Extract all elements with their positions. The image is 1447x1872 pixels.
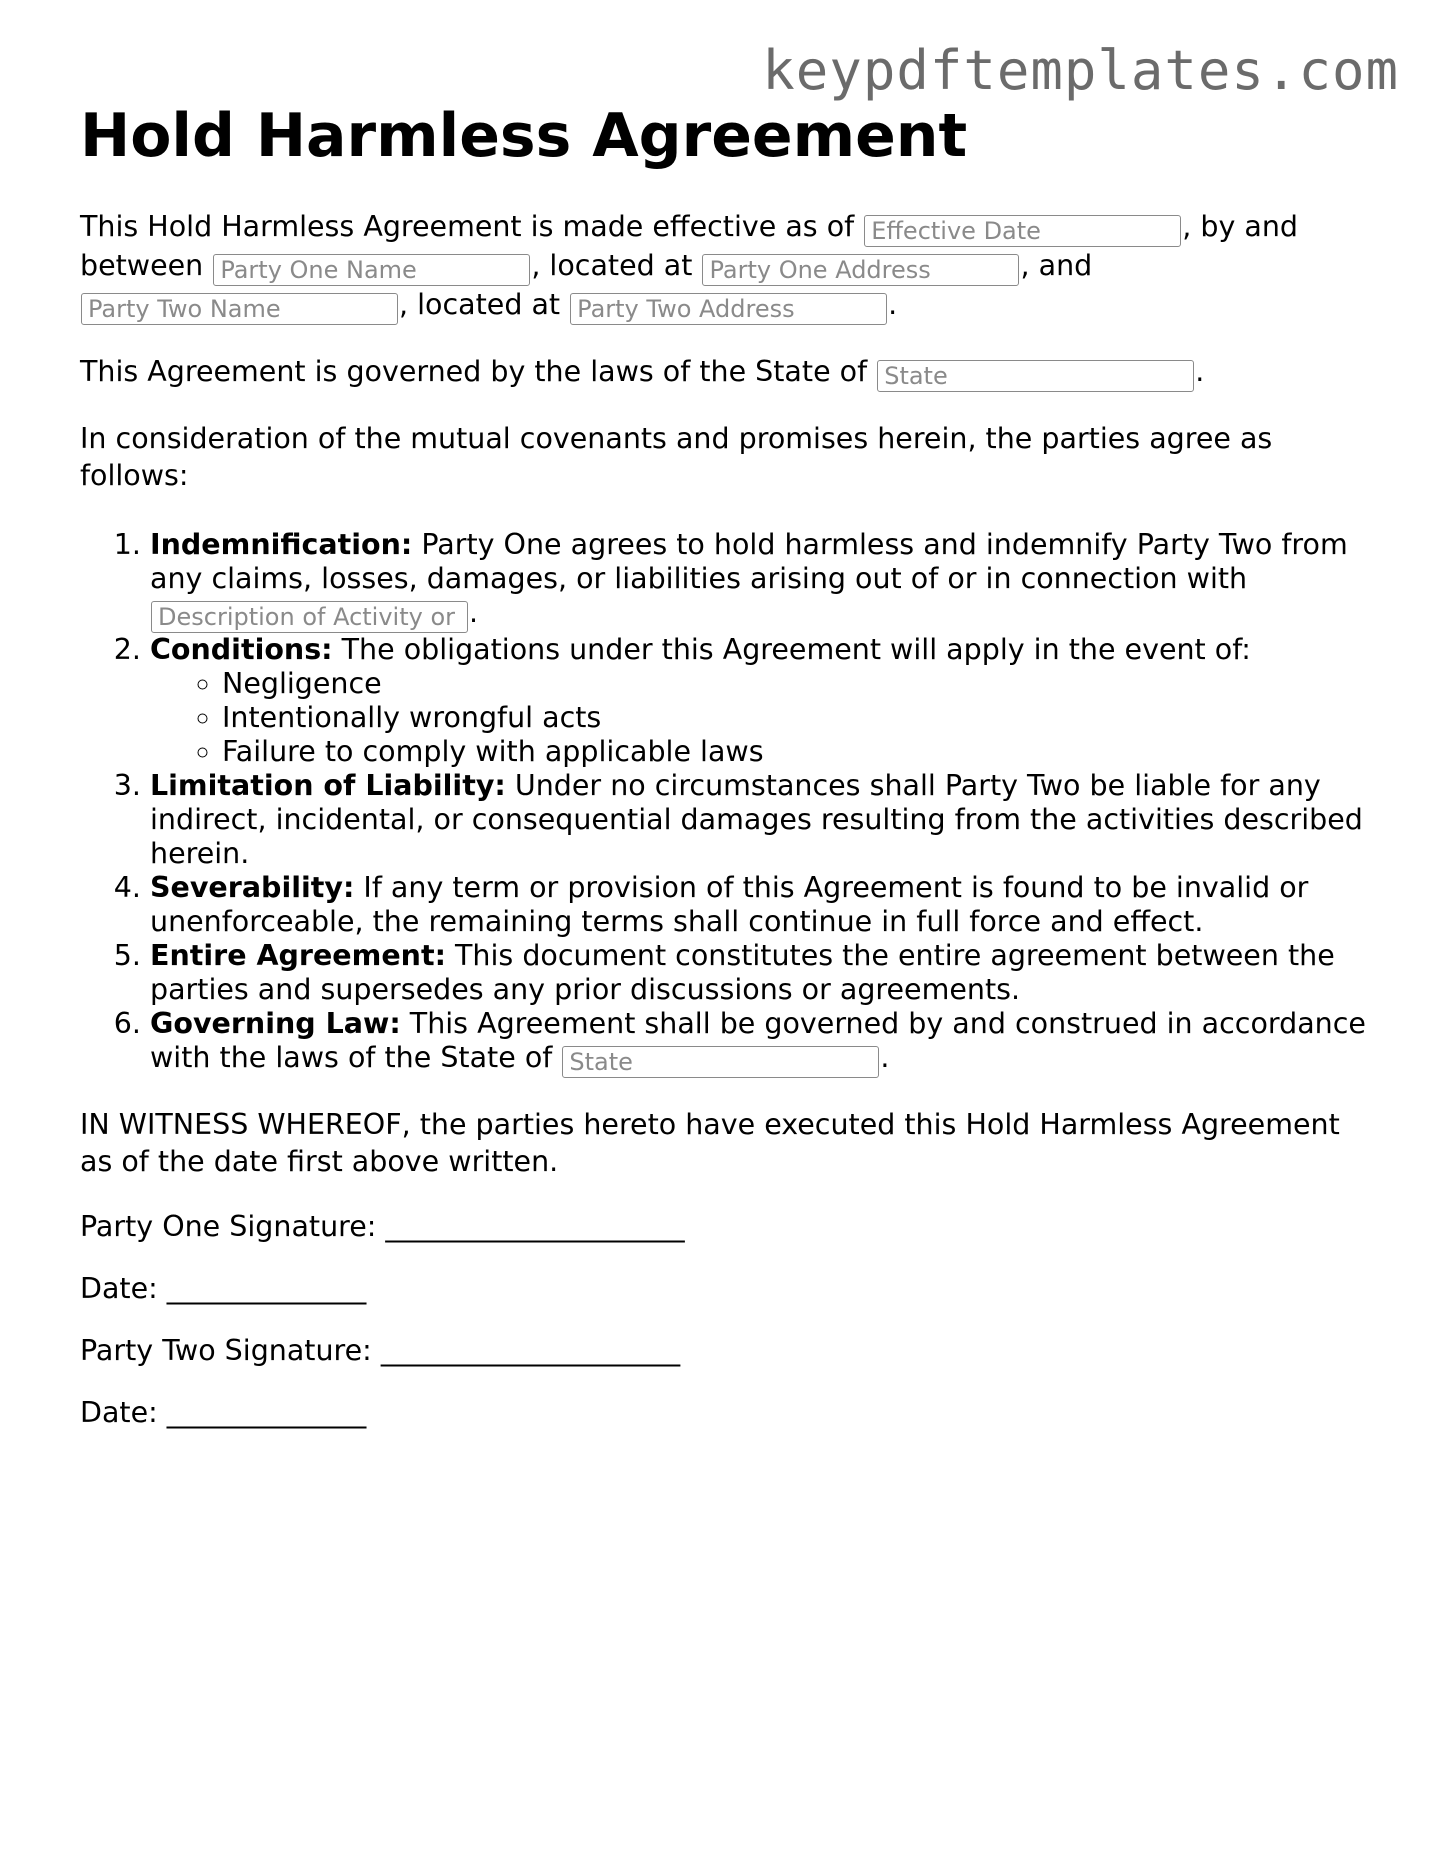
intro-text-1: This Hold Harmless Agreement is made effective as of	[80, 210, 864, 243]
consideration-paragraph: In consideration of the mutual covenants and promises herein, the parties agree as follows:	[80, 422, 1273, 492]
governing-text-1: This Agreement is governed by the laws of the State of	[80, 355, 877, 388]
term-text-after: .	[880, 1041, 890, 1074]
party-two-name-input[interactable]	[81, 293, 398, 325]
term-text: Under no circumstances shall Party Two be liable for any indirect, incidental, or consequential damages resulting from the activities described herein.	[150, 769, 1363, 870]
term-governing-law	[150, 1007, 1370, 1078]
witness-paragraph: IN WITNESS WHEREOF, the parties hereto have executed this Hold Harmless Agreement as of the date first above written.	[80, 1108, 1340, 1178]
term-heading: Indemnification:	[150, 528, 413, 561]
document-page	[80, 100, 1370, 1456]
term-heading: Governing Law:	[150, 1007, 401, 1040]
term-severability	[150, 871, 1370, 939]
effective-date-input[interactable]	[864, 215, 1181, 247]
intro-text-3: , located at	[531, 249, 702, 282]
page-title: Hold Harmless Agreement	[80, 101, 968, 171]
terms-list	[80, 528, 1370, 1078]
intro-text-5: , located at	[399, 288, 570, 321]
party-two-address-input[interactable]	[570, 293, 887, 325]
conditions-list	[150, 667, 1370, 769]
activity-description-input[interactable]	[151, 601, 468, 633]
state-input[interactable]	[877, 360, 1194, 392]
condition-item: ◦ Failure to comply with applicable laws	[222, 735, 1370, 769]
term-text: This document constitutes the entire agreement between the parties and supersedes any prior discussions or agreements.	[150, 939, 1335, 1006]
watermark: keypdftemplates.com	[762, 39, 1399, 102]
party-two-date-line: Date: ______________	[80, 1396, 367, 1429]
term-text: The obligations under this Agreement will apply in the event of:	[332, 633, 1251, 666]
intro-text-4: , and	[1020, 249, 1093, 282]
party-one-address-input[interactable]	[702, 254, 1019, 286]
party-one-signature-line: Party One Signature: _____________________	[80, 1210, 685, 1243]
intro-text-2: , by and between	[80, 210, 1298, 282]
intro-text-6: .	[888, 288, 898, 321]
term-limitation-of-liability	[150, 769, 1370, 871]
term-heading: Severability:	[150, 871, 355, 904]
term-heading: Conditions:	[150, 633, 333, 666]
party-two-signature-line: Party Two Signature: _____________________	[80, 1334, 681, 1367]
party-one-name-input[interactable]	[213, 254, 530, 286]
term-indemnification	[150, 528, 1370, 633]
party-one-date-line: Date: ______________	[80, 1272, 367, 1305]
governing-paragraph	[80, 353, 1370, 392]
intro-paragraph	[80, 208, 1370, 325]
term-heading: Limitation of Liability:	[150, 769, 506, 802]
term-conditions	[150, 633, 1370, 769]
term-text: Party One agrees to hold harmless and indemnify Party Two from any claims, losses, damages, or liabilities arising out of or in connection with	[150, 528, 1348, 595]
condition-item: ◦ Intentionally wrongful acts	[222, 701, 1370, 735]
term-text: If any term or provision of this Agreement is found to be invalid or unenforceable, the remaining terms shall continue in full force and effect.	[150, 871, 1309, 938]
term-text-after: .	[469, 596, 479, 629]
governing-text-2: .	[1195, 355, 1205, 388]
condition-item: ◦ Negligence	[222, 667, 1370, 701]
term-entire-agreement	[150, 939, 1370, 1007]
governing-state-input[interactable]	[562, 1046, 879, 1078]
term-heading: Entire Agreement:	[150, 939, 446, 972]
term-text: This Agreement shall be governed by and construed in accordance with the laws of the State of	[150, 1007, 1366, 1074]
